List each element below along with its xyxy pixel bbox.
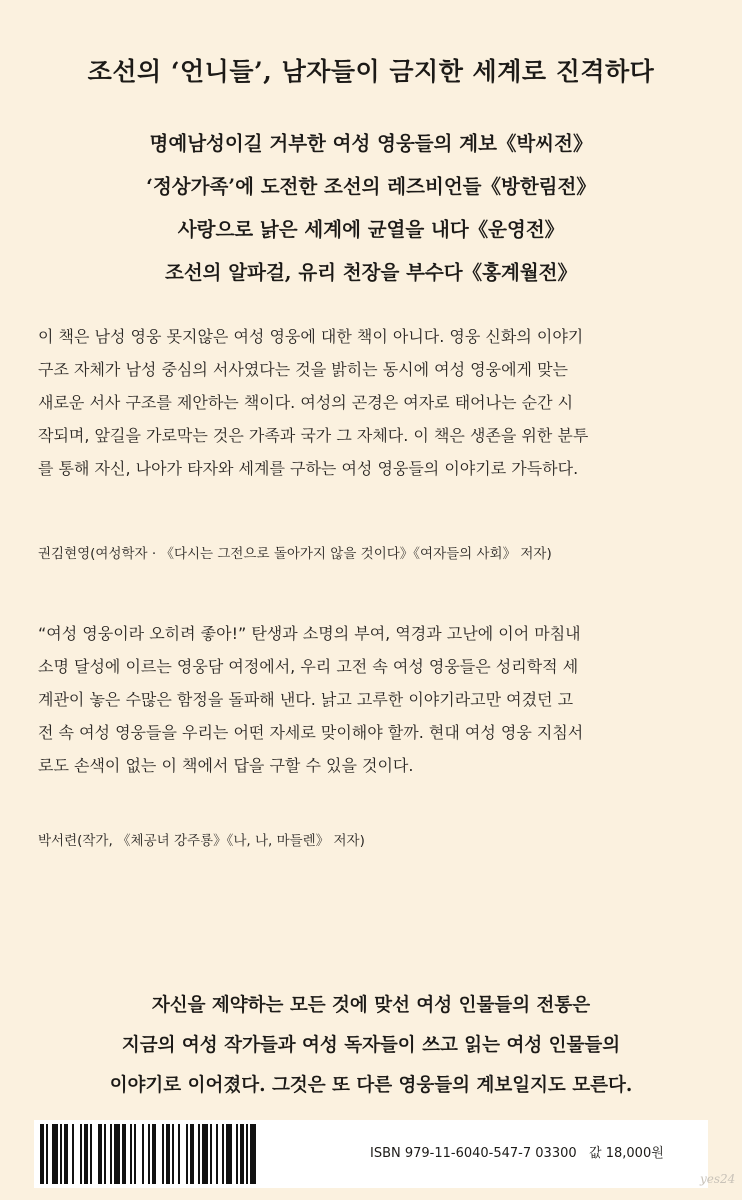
isbn-line <box>370 1142 664 1161</box>
subtitle-line: 명예남성이길 거부한 여성 영웅들의 계보《박씨전》 <box>149 132 593 155</box>
barcode-bar <box>130 1124 132 1184</box>
barcode-bar <box>98 1124 102 1184</box>
review-1-text <box>38 320 704 485</box>
barcode-bar <box>222 1124 224 1184</box>
barcode-bar <box>236 1124 238 1184</box>
review-line: 구조 자체가 남성 중심의 서사였다는 것을 밝히는 동시에 여성 영웅에게 맞는 <box>38 360 568 379</box>
headline: 조선의 ‘언니들’, 남자들이 금지한 세계로 진격하다 <box>87 57 655 86</box>
barcode-bar <box>202 1124 208 1184</box>
barcode-bar <box>104 1124 106 1184</box>
barcode-bar <box>148 1124 150 1184</box>
review-line: 작되며, 앞길을 가로막는 것은 가족과 국가 그 자체다. 이 책은 생존을 위한 분투 <box>38 426 589 445</box>
barcode-bar <box>240 1124 244 1184</box>
review-line: 전 속 여성 영웅들을 우리는 어떤 자세로 맞이해야 할까. 현대 여성 영웅 지침서 <box>38 723 584 742</box>
barcode-bar <box>110 1124 112 1184</box>
closing-line: 자신을 제약하는 모든 것에 맞선 여성 인물들의 전통은 <box>151 995 591 1016</box>
barcode-bar <box>162 1124 164 1184</box>
review-line: 를 통해 자신, 나아가 타자와 세계를 구하는 여성 영웅들의 이야기로 가득하다. <box>38 459 579 478</box>
review-line: 계관이 놓은 수많은 함정을 돌파해 낸다. 낡고 고루한 이야기라고만 여겼던 고 <box>38 690 574 709</box>
barcode-bar <box>90 1124 92 1184</box>
barcode-bar <box>122 1124 126 1184</box>
barcode-bar <box>210 1124 212 1184</box>
closing-statement <box>0 986 742 1106</box>
subtitle-list <box>0 122 742 294</box>
review-line: 로도 손색이 없는 이 책에서 답을 구할 수 있을 것이다. <box>38 756 414 775</box>
barcode-bar <box>166 1124 170 1184</box>
barcode-bar <box>72 1124 74 1184</box>
barcode-bar <box>80 1124 82 1184</box>
review-2-text <box>38 617 704 782</box>
barcode-bar <box>64 1124 68 1184</box>
barcode-bar <box>226 1124 232 1184</box>
barcode-bar <box>60 1124 62 1184</box>
barcode-bar <box>198 1124 200 1184</box>
subtitle-line: ‘정상가족’에 도전한 조선의 레즈비언들《방한림전》 <box>146 175 596 198</box>
subtitle-line: 조선의 알파걸, 유리 천장을 부수다《홍계월전》 <box>164 261 577 284</box>
subtitle-line: 사랑으로 낡은 세계에 균열을 내다《운영전》 <box>177 218 565 241</box>
barcode-bar <box>190 1124 194 1184</box>
barcode-bar <box>246 1124 248 1184</box>
barcode-bar <box>52 1124 58 1184</box>
barcode-bar <box>178 1124 180 1184</box>
barcode-bar <box>172 1124 174 1184</box>
barcode-bar <box>46 1124 48 1184</box>
closing-line: 이야기로 이어졌다. 그것은 또 다른 영웅들의 계보일지도 모른다. <box>109 1075 633 1096</box>
review-line: “여성 영웅이라 오히려 좋아!” 탄생과 소명의 부여, 역경과 고난에 이어 마침내 <box>38 624 581 643</box>
review-line: 새로운 서사 구조를 제안하는 책이다. 여성의 곤경은 여자로 태어나는 순간 시 <box>38 393 574 412</box>
isbn-number: ISBN 979-11-6040-547-7 03300 <box>370 1146 577 1161</box>
barcode-bar <box>186 1124 188 1184</box>
review-line: 소명 달성에 이르는 영웅담 여정에서, 우리 고전 속 여성 영웅들은 성리학적 세 <box>38 657 579 676</box>
barcode <box>40 1124 340 1184</box>
barcode-bar <box>216 1124 218 1184</box>
review-1-credit: 권김현영(여성학자 · 《다시는 그전으로 돌아가지 않을 것이다》《여자들의 사회》 저자) <box>38 546 552 562</box>
barcode-bar <box>134 1124 136 1184</box>
barcode-box <box>34 1120 708 1188</box>
barcode-bar <box>142 1124 144 1184</box>
barcode-bar <box>40 1124 44 1184</box>
barcode-bar <box>250 1124 256 1184</box>
watermark: yes24 <box>700 1172 736 1186</box>
barcode-bar <box>114 1124 120 1184</box>
review-line: 이 책은 남성 영웅 못지않은 여성 영웅에 대한 책이 아니다. 영웅 신화의 이야기 <box>38 327 584 346</box>
price: 값 18,000원 <box>589 1146 664 1161</box>
closing-line: 지금의 여성 작가들과 여성 독자들이 쓰고 읽는 여성 인물들의 <box>121 1035 621 1056</box>
barcode-bar <box>152 1124 156 1184</box>
barcode-bar <box>84 1124 88 1184</box>
review-2-credit: 박서련(작가, 《체공녀 강주룡》《나, 나, 마들렌》 저자) <box>38 833 365 849</box>
